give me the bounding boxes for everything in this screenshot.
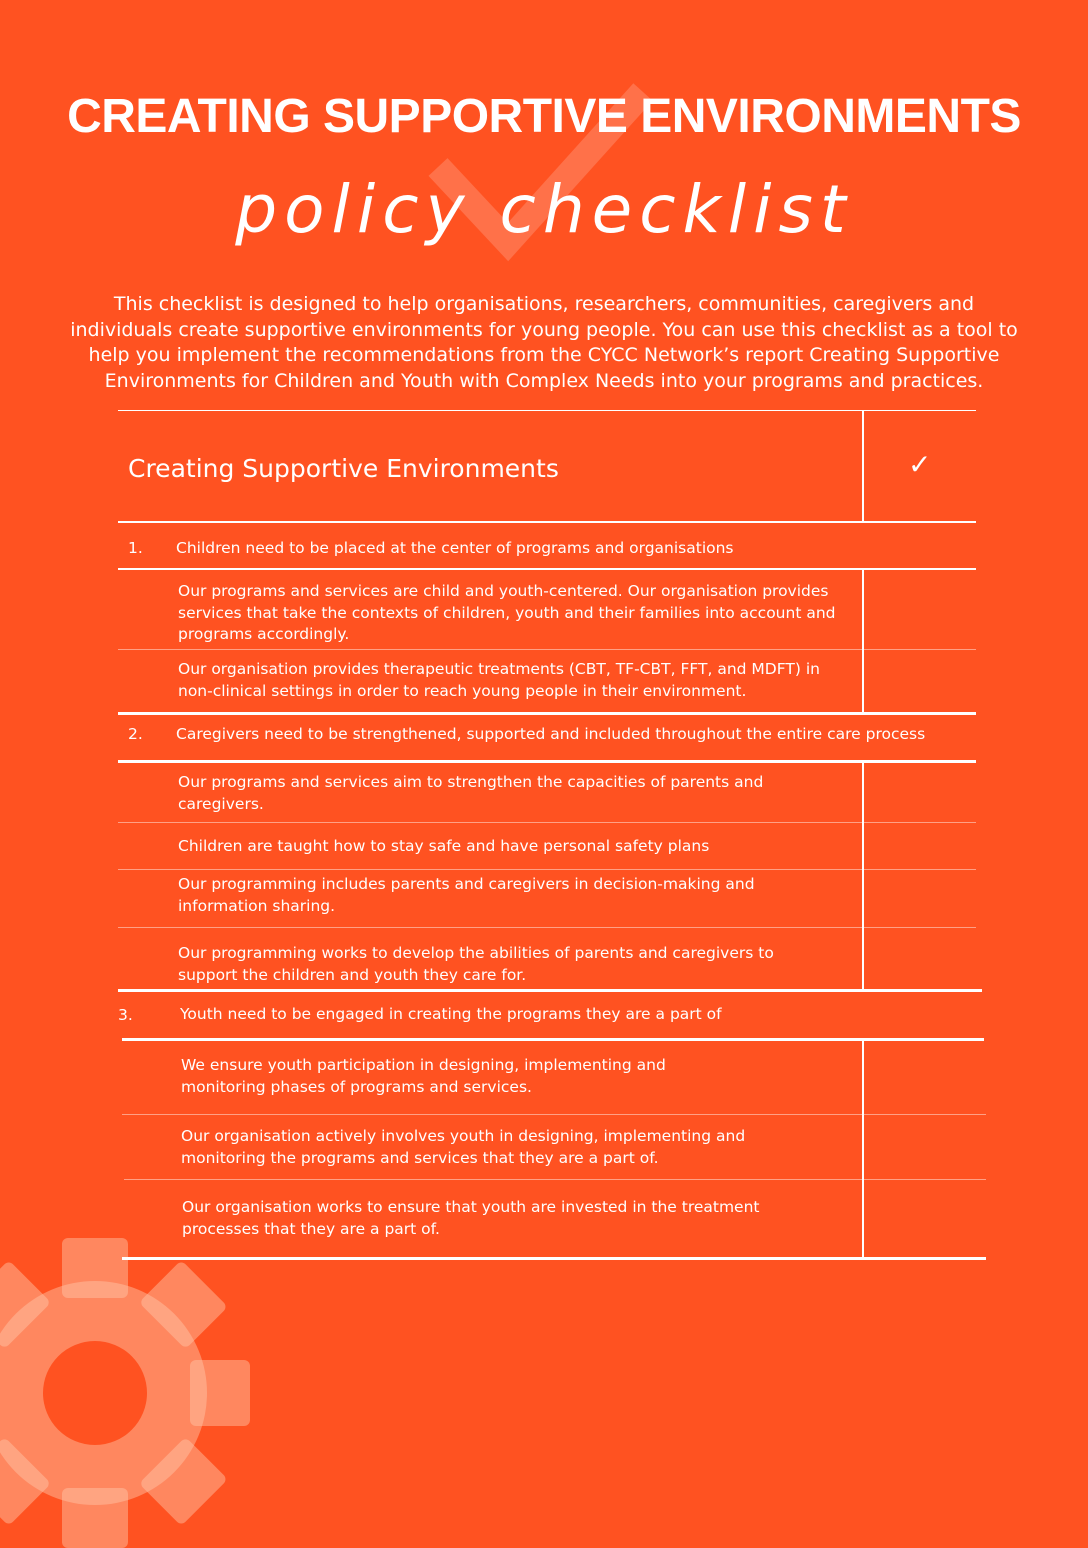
section-rule	[118, 989, 982, 992]
row-rule	[124, 1179, 986, 1180]
page-title: CREATING SUPPORTIVE ENVIRONMENTS	[67, 90, 1021, 143]
list-item: Our programming works to develop the abilities of parents and caregivers to support the children and youth they care for.	[178, 944, 774, 984]
list-item: Our organisation provides therapeutic treatments (CBT, TF-CBT, FFT, and MDFT) in non-clinical settings in order to reach young people in their environment.	[178, 660, 820, 700]
section-title: Children need to be placed at the center of programs and organisations	[176, 539, 734, 557]
section-title: Youth need to be engaged in creating the programs they are a part of	[180, 1005, 722, 1023]
table-bottom-rule	[122, 1257, 986, 1260]
section-number: 3.	[118, 1006, 133, 1024]
section-number: 2.	[128, 725, 143, 743]
list-item: Children are taught how to stay safe and have personal safety plans	[178, 837, 710, 855]
list-item: Our programs and services aim to strengthen the capacities of parents and caregivers.	[178, 773, 764, 813]
list-item: Our programs and services are child and youth-centered. Our organisation provides services that take the contexts of children, youth and their families into account and programs accordingly.	[178, 582, 836, 643]
section-rule	[118, 760, 976, 763]
page-subtitle: policy checklist	[235, 171, 853, 248]
checklist-table	[118, 410, 984, 1260]
row-rule	[122, 1114, 986, 1115]
section-rule	[118, 568, 976, 570]
section-rule	[118, 712, 976, 715]
section-rule	[122, 1038, 984, 1041]
column-divider	[862, 410, 864, 522]
table-top-rule	[118, 410, 976, 411]
row-rule	[118, 649, 976, 650]
column-divider	[862, 762, 864, 990]
section-number: 1.	[128, 539, 143, 557]
checkmark-icon: ✓	[908, 448, 932, 481]
intro-paragraph: This checklist is designed to help organisations, researchers, communities, caregivers and individuals create supportive environments for young people. You can use this checklist as a tool to help you implement the recommendations from the CYCC Network’s report Creating Supportive Environments for Children and Youth with Complex Needs into your programs and practices.	[70, 293, 1018, 392]
column-divider	[862, 570, 864, 713]
section-title: Caregivers need to be strengthened, supported and included throughout the entire care process	[176, 725, 926, 743]
list-item: Our organisation actively involves youth in designing, implementing and monitoring the programs and services that they are a part of.	[181, 1127, 746, 1167]
list-item: Our programming includes parents and caregivers in decision-making and information sharing.	[178, 875, 755, 915]
gear-icon	[0, 1238, 250, 1548]
row-rule	[118, 869, 976, 870]
row-rule	[118, 822, 976, 823]
list-item: Our organisation works to ensure that youth are invested in the treatment processes that they are a part of.	[182, 1198, 760, 1238]
table-header-label: Creating Supportive Environments	[128, 454, 559, 483]
table-header-rule	[118, 521, 976, 523]
column-divider	[862, 1040, 864, 1259]
row-rule	[118, 927, 976, 928]
list-item: We ensure youth participation in designing, implementing and monitoring phases of programs and services.	[181, 1056, 666, 1096]
